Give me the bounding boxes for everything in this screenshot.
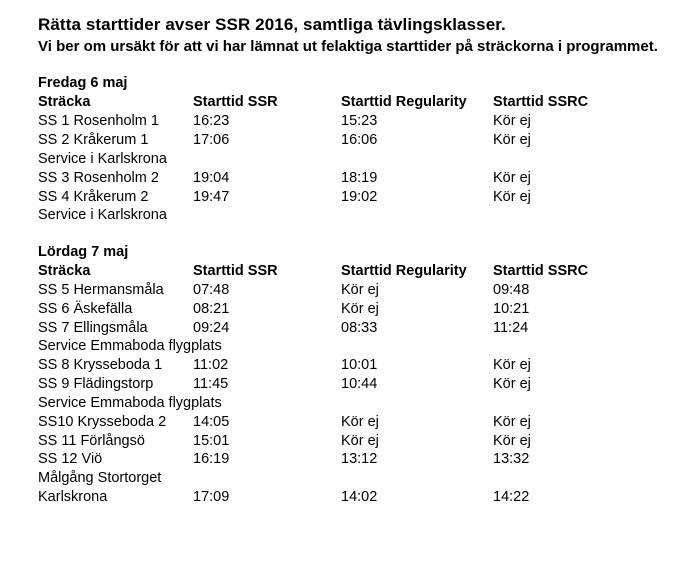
cell-ssr: 16:19: [193, 451, 230, 468]
cell-ssrc: Kör ej: [493, 131, 531, 148]
day-block-friday: [38, 74, 658, 225]
cell-ssrc: Kör ej: [493, 357, 531, 374]
cell-stracka: SS 4 Kråkerum 2: [38, 188, 149, 205]
table-row: [38, 450, 633, 469]
cell-ssr: 09:24: [193, 319, 230, 336]
cell-stracka: SS 12 Viö: [38, 451, 103, 468]
column-header-regularity: Starttid Regularity: [341, 94, 467, 111]
cell-finish: Målgång Stortorget: [38, 470, 162, 487]
cell-stracka: SS 2 Kråkerum 1: [38, 131, 149, 148]
cell-ssrc: Kör ej: [493, 413, 531, 430]
table-row: [38, 432, 633, 451]
table-row: [38, 281, 633, 300]
schedule-table-saturday: [38, 262, 633, 507]
table-row-service: [38, 206, 633, 225]
table-row: [38, 169, 633, 188]
cell-ssr: 16:23: [193, 113, 230, 130]
cell-stracka: SS 8 Krysseboda 1: [38, 357, 163, 374]
table-row: [38, 319, 633, 338]
page-title: Rätta starttider avser SSR 2016, samtliga tävlingsklasser.: [38, 15, 506, 34]
column-header-stracka: Sträcka: [38, 94, 91, 111]
column-header-ssr: Starttid SSR: [193, 94, 278, 111]
column-header-regularity: Starttid Regularity: [341, 263, 467, 280]
cell-ssrc: Kör ej: [493, 113, 531, 130]
cell-ssr: 19:04: [193, 169, 230, 186]
cell-stracka: SS 3 Rosenholm 2: [38, 169, 159, 186]
cell-ssr: 08:21: [193, 300, 230, 317]
cell-regularity: 14:02: [341, 489, 378, 506]
day-heading: Fredag 6 maj: [38, 75, 128, 92]
cell-ssrc: 09:48: [493, 281, 530, 298]
cell-stracka: SS 11 Förlångsö: [38, 432, 145, 449]
cell-ssr: 17:09: [193, 489, 230, 506]
cell-ssrc: 10:21: [493, 300, 530, 317]
cell-regularity: Kör ej: [341, 413, 379, 430]
cell-regularity: 08:33: [341, 319, 378, 336]
cell-stracka: SS 6 Äskefälla: [38, 300, 133, 317]
page-subtitle: Vi ber om ursäkt för att vi har lämnat ut felaktiga starttider på sträckorna i programmet.: [38, 38, 658, 56]
cell-regularity: 19:02: [341, 188, 378, 205]
cell-ssr: 14:05: [193, 413, 230, 430]
cell-stracka: SS 1 Rosenholm 1: [38, 113, 159, 130]
table-row: [38, 300, 633, 319]
cell-regularity: Kör ej: [341, 281, 379, 298]
cell-regularity: 10:01: [341, 357, 378, 374]
table-row: [38, 188, 633, 207]
cell-stracka: SS 7 Ellingsmåla: [38, 319, 148, 336]
table-row-service: [38, 394, 633, 413]
cell-ssrc: 14:22: [493, 489, 530, 506]
cell-stracka: Karlskrona: [38, 489, 108, 506]
cell-stracka: SS 9 Flädingstorp: [38, 376, 154, 393]
table-row: [38, 131, 633, 150]
column-header-ssr: Starttid SSR: [193, 263, 278, 280]
table-row-service: [38, 337, 633, 356]
table-header-row: [38, 262, 633, 281]
day-heading: Lördag 7 maj: [38, 244, 129, 261]
cell-regularity: 10:44: [341, 376, 378, 393]
cell-regularity: Kör ej: [341, 432, 379, 449]
cell-ssr: 07:48: [193, 281, 230, 298]
cell-ssrc: 13:32: [493, 451, 530, 468]
cell-ssr: 11:45: [193, 376, 229, 393]
cell-ssrc: Kör ej: [493, 188, 531, 205]
table-row: [38, 488, 633, 507]
cell-service: Service i Karlskrona: [38, 207, 167, 224]
cell-ssr: 19:47: [193, 188, 230, 205]
cell-service: Service i Karlskrona: [38, 150, 167, 167]
table-row: [38, 413, 633, 432]
table-row-service: [38, 150, 633, 169]
cell-stracka: SS10 Krysseboda 2: [38, 413, 167, 430]
cell-service: Service Emmaboda flygplats: [38, 394, 222, 411]
cell-ssr: 11:02: [193, 357, 229, 374]
cell-stracka: SS 5 Hermansmåla: [38, 281, 164, 298]
cell-regularity: 16:06: [341, 131, 378, 148]
table-row: [38, 375, 633, 394]
cell-regularity: 15:23: [341, 113, 378, 130]
table-row: [38, 112, 633, 131]
table-header-row: [38, 93, 633, 112]
table-row-finish: [38, 469, 633, 488]
cell-regularity: Kör ej: [341, 300, 379, 317]
cell-ssrc: Kör ej: [493, 376, 531, 393]
table-row: [38, 356, 633, 375]
cell-ssrc: Kör ej: [493, 169, 531, 186]
cell-ssrc: Kör ej: [493, 432, 531, 449]
cell-ssr: 17:06: [193, 131, 230, 148]
cell-ssrc: 11:24: [493, 319, 529, 336]
column-header-ssrc: Starttid SSRC: [493, 94, 589, 111]
schedule-table-friday: [38, 93, 633, 225]
cell-service: Service Emmaboda flygplats: [38, 338, 222, 355]
cell-regularity: 18:19: [341, 169, 378, 186]
column-header-ssrc: Starttid SSRC: [493, 263, 589, 280]
cell-regularity: 13:12: [341, 451, 378, 468]
cell-ssr: 15:01: [193, 432, 230, 449]
day-block-saturday: [38, 243, 658, 507]
column-header-stracka: Sträcka: [38, 263, 91, 280]
